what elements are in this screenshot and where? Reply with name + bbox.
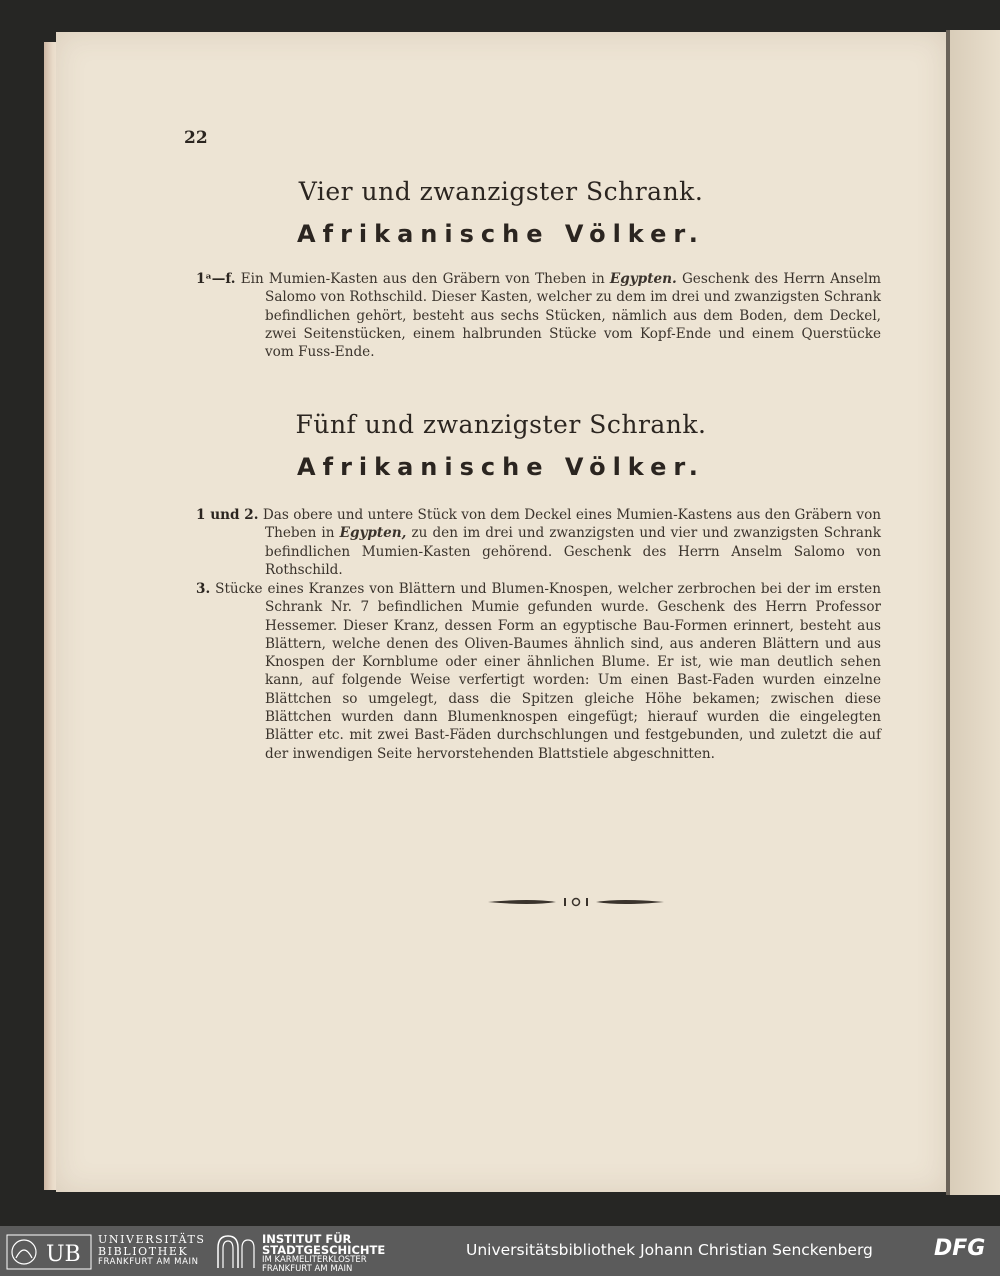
entry-text: zu den im drei und zwanzigsten und vier und zwanzigsten Schrank befindlichen Mumien-Kasten gehörend. Geschenk des Herrn Anselm Salomo von Rothschild. [265,525,881,578]
entry-place: Egypten, [339,525,407,542]
library-title-link[interactable]: Universitätsbibliothek Johann Christian Senckenberg [466,1241,873,1259]
catalog-entry [196,270,881,361]
entry-text: Das obere und untere Stück von dem Deckel eines Mumien-Kastens aus den Gräbern von Theben in [262,507,882,542]
cabinet-heading-24: Vier und zwanzigster Schrank. [298,177,704,206]
entry-text: Geschenk des Herrn Anselm Salomo von Rothschild. Dieser Kasten, welcher zu dem im drei und zwanzigsten Schrank befindlichen gehört, besteht aus sechs Stücken, nämlich aus dem Boden, dem Deckel, zwei Seitenstücken, einem halbrunden Stücke vom Kopf-Ende und einem Querstücke vom Fuss-Ende. [265,271,881,361]
entry-number: 1 und 2. [196,507,259,523]
ub-line-3: FRANKFURT AM MAIN [98,1257,199,1267]
page-gutter [946,30,950,1195]
ub-line-1: UNIVERSITÄTS [98,1233,206,1246]
isg-name[interactable] [262,1234,385,1274]
isg-logo-icon[interactable] [214,1234,258,1270]
ub-line-2: BIBLIOTHEK [98,1244,189,1258]
isg-line-3: IM KARMELITERKLOSTER [262,1255,367,1265]
footer-bar [0,1226,1000,1276]
ub-logo-icon[interactable] [6,1234,92,1270]
isg-line-4: FRANKFURT AM MAIN [262,1264,353,1274]
entry-text: Ein Mumien-Kasten aus den Gräbern von Theben in [240,271,610,287]
peoples-heading-24: Afrikanische Völker. [297,220,705,248]
entry-number: 1ᵃ—f. [196,271,236,287]
ornament-divider-icon [486,892,666,912]
isg-line-1: INSTITUT FÜR [262,1232,352,1246]
entry-place: Egypten. [609,271,677,287]
page-number: 22 [184,128,208,148]
facing-page-edge [950,30,1000,1195]
cabinet-heading-25: Fünf und zwanzigster Schrank. [295,410,707,439]
peoples-heading-25: Afrikanische Völker. [297,453,705,481]
entry-text: Stücke eines Kranzes von Blättern und Blumen-Knospen, welcher zerbrochen bei der im ersten Schrank Nr. 7 befindlichen Mumie gefunden wurde. Geschenk des Herrn Professor Hessemer. Dieser Kranz, dessen Form an egyptische Bau-Formen erinnert, besteht aus Blättern, welche denen des Oliven-Baumes ähnlich sind, aus anderen Blättern und aus Knospen der Kornblume oder einer ähnlichen Blume. Er ist, wie man deutlich sehen kann, auf folgende Weise verfertigt worden: Um einen Bast-Faden wurden einzelne Blättchen so umgelegt, dass die Spitzen gleiche Höhe bekamen; zwischen diese Blättchen wurden dann Blumenknospen eingefügt; hierauf wurden die eingelegten Blätter etc. mit zwei Bast-Fäden durchschlungen und festgebunden, und zuletzt die auf der inwendigen Seite hervorstehenden Blattstiele abgeschnitten. [215,581,881,762]
catalog-entry [196,580,881,763]
book-page [56,32,946,1192]
entry-number: 3. [196,581,211,597]
ub-name[interactable] [98,1234,206,1269]
catalog-entry [196,506,881,579]
svg-text:UB: UB [46,1242,81,1267]
dfg-logo[interactable]: DFG [934,1236,986,1261]
isg-line-2: STADTGESCHICHTE [262,1243,386,1257]
